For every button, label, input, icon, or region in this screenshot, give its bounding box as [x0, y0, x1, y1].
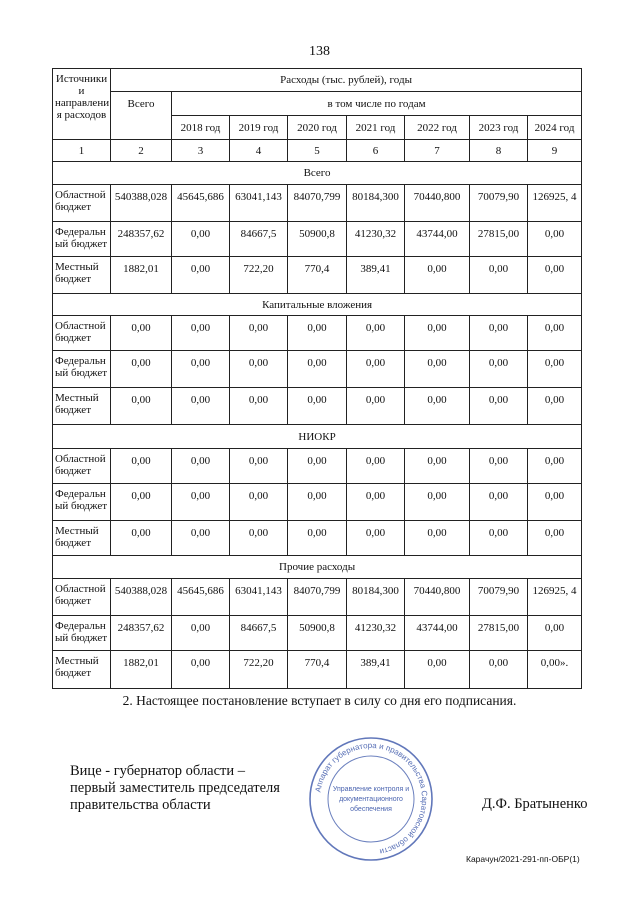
table-cell: 722,20 [230, 651, 288, 689]
table-cell: 0,00 [111, 521, 172, 556]
row-label: Областной бюджет [53, 316, 111, 351]
table-cell: 0,00 [470, 316, 528, 351]
table-cell: 43744,00 [405, 616, 470, 651]
table-cell: 0,00 [288, 388, 347, 425]
table-cell: 0,00 [528, 449, 582, 484]
section-row [53, 556, 582, 579]
table-cell: 0,00 [111, 388, 172, 425]
table-row [53, 449, 582, 484]
table-cell: 0,00 [288, 484, 347, 521]
seal-inner-line: документационного [339, 796, 403, 803]
table-cell: 0,00 [288, 351, 347, 388]
table-row [53, 222, 582, 257]
table-cell: 0,00 [111, 449, 172, 484]
table-cell: 0,00 [528, 222, 582, 257]
table-cell: 248357,62 [111, 616, 172, 651]
table-cell: 0,00 [347, 521, 405, 556]
table-cell: 389,41 [347, 651, 405, 689]
table-cell: 41230,32 [347, 616, 405, 651]
table-cell: 80184,300 [347, 185, 405, 222]
seal-inner-line: обеспечения [350, 806, 392, 813]
table-cell: 0,00 [288, 449, 347, 484]
table-cell: 45645,686 [172, 579, 230, 616]
table-cell: 0,00 [528, 388, 582, 425]
table-cell: 0,00 [528, 484, 582, 521]
table-cell: 0,00 [347, 449, 405, 484]
row-label: Местный бюджет [53, 521, 111, 556]
table-cell: 0,00 [470, 521, 528, 556]
column-number: 2 [111, 140, 172, 162]
table-cell: 389,41 [347, 257, 405, 294]
table-cell: 0,00 [405, 449, 470, 484]
table-cell: 722,20 [230, 257, 288, 294]
table-cell: 0,00 [405, 316, 470, 351]
table-cell: 70440,800 [405, 185, 470, 222]
row-label: Областной бюджет [53, 579, 111, 616]
year-header: 2018 год [172, 116, 230, 140]
row-label: Областной бюджет [53, 185, 111, 222]
table-cell: 0,00 [347, 316, 405, 351]
table-cell: 0,00 [111, 351, 172, 388]
row-label: Областной бюджет [53, 449, 111, 484]
table-cell: 0,00 [528, 316, 582, 351]
year-header: 2021 год [347, 116, 405, 140]
table-cell: 0,00 [172, 316, 230, 351]
table-cell: 80184,300 [347, 579, 405, 616]
table-cell: 0,00 [405, 388, 470, 425]
table-cell: 770,4 [288, 257, 347, 294]
signatory-name: Д.Ф. Братыненко [482, 796, 588, 812]
header-sources: Источники и направлени я расходов [53, 69, 111, 140]
signatory-title [70, 763, 280, 814]
row-label: Федеральн ый бюджет [53, 484, 111, 521]
table-cell: 70440,800 [405, 579, 470, 616]
table-cell: 84070,799 [288, 579, 347, 616]
table-cell: 70079,90 [470, 185, 528, 222]
table-cell: 45645,686 [172, 185, 230, 222]
final-note: 2. Настоящее постановление вступает в силу со дня его подписания. [122, 693, 517, 708]
table-cell: 1882,01 [111, 257, 172, 294]
table-cell: 41230,32 [347, 222, 405, 257]
table-cell: 0,00 [230, 521, 288, 556]
year-header: 2022 год [405, 116, 470, 140]
table-cell: 248357,62 [111, 222, 172, 257]
table-cell: 70079,90 [470, 579, 528, 616]
table-cell: 0,00 [405, 257, 470, 294]
official-seal [308, 736, 434, 862]
table-row [53, 388, 582, 425]
table-cell: 0,00 [405, 521, 470, 556]
row-label: Федеральн ый бюджет [53, 616, 111, 651]
table-cell: 0,00 [230, 484, 288, 521]
year-header: 2019 год [230, 116, 288, 140]
table-cell: 126925, 4 [528, 579, 582, 616]
column-number: 1 [53, 140, 111, 162]
table-cell: 50900,8 [288, 222, 347, 257]
section-title: Всего [53, 162, 582, 185]
table-cell: 0,00 [405, 351, 470, 388]
table-cell: 43744,00 [405, 222, 470, 257]
table-cell: 0,00 [528, 616, 582, 651]
signatory-title-line: Вице - губернатор области – [70, 763, 246, 779]
table-row [53, 185, 582, 222]
table-row [53, 616, 582, 651]
table-cell: 84667,5 [230, 222, 288, 257]
row-label: Федеральн ый бюджет [53, 351, 111, 388]
table-cell: 0,00 [405, 651, 470, 689]
column-number: 4 [230, 140, 288, 162]
column-number: 3 [172, 140, 230, 162]
table-cell: 0,00 [172, 351, 230, 388]
table-cell: 0,00 [172, 388, 230, 425]
table-cell: 0,00 [470, 484, 528, 521]
table-row [53, 257, 582, 294]
section-title: Прочие расходы [53, 556, 582, 579]
table-cell: 1882,01 [111, 651, 172, 689]
year-header: 2024 год [528, 116, 582, 140]
table-cell: 0,00 [528, 351, 582, 388]
table-cell: 0,00 [111, 484, 172, 521]
section-title: НИОКР [53, 425, 582, 449]
table-cell: 0,00 [470, 351, 528, 388]
table-cell: 0,00 [172, 521, 230, 556]
table-cell: 0,00». [528, 651, 582, 689]
table-cell: 0,00 [230, 351, 288, 388]
table-cell: 0,00 [528, 257, 582, 294]
column-number: 8 [470, 140, 528, 162]
table-cell: 50900,8 [288, 616, 347, 651]
column-number: 7 [405, 140, 470, 162]
table-cell: 0,00 [172, 484, 230, 521]
table-cell: 0,00 [172, 651, 230, 689]
section-title: Капитальные вложения [53, 294, 582, 316]
header-expenses: Расходы (тыс. рублей), годы [111, 69, 582, 92]
row-label: Местный бюджет [53, 651, 111, 689]
table-cell: 0,00 [172, 257, 230, 294]
table-cell: 0,00 [405, 484, 470, 521]
table-cell: 0,00 [347, 484, 405, 521]
table-row [53, 484, 582, 521]
section-row [53, 294, 582, 316]
table-cell: 0,00 [288, 316, 347, 351]
table-cell: 63041,143 [230, 579, 288, 616]
table-row [53, 351, 582, 388]
column-number: 9 [528, 140, 582, 162]
table-cell: 0,00 [111, 316, 172, 351]
section-row [53, 425, 582, 449]
column-number: 5 [288, 140, 347, 162]
table-cell: 0,00 [172, 449, 230, 484]
section-row [53, 162, 582, 185]
table-cell: 0,00 [230, 388, 288, 425]
table-cell: 0,00 [172, 616, 230, 651]
table-row [53, 521, 582, 556]
table-cell: 540388,028 [111, 185, 172, 222]
table-cell: 0,00 [470, 257, 528, 294]
table-cell: 0,00 [230, 316, 288, 351]
row-label: Местный бюджет [53, 388, 111, 425]
table-cell: 84070,799 [288, 185, 347, 222]
signatory-title-line: правительства области [70, 797, 211, 813]
table-row [53, 651, 582, 689]
table-cell: 770,4 [288, 651, 347, 689]
table-cell: 0,00 [288, 521, 347, 556]
table-row [53, 316, 582, 351]
table-cell: 27815,00 [470, 222, 528, 257]
year-header: 2020 год [288, 116, 347, 140]
table-row [53, 579, 582, 616]
table-cell: 0,00 [470, 388, 528, 425]
table-cell: 0,00 [528, 521, 582, 556]
document-code: Карачун/2021-291-пп-ОБР(1) [466, 854, 580, 864]
row-label: Федеральн ый бюджет [53, 222, 111, 257]
header-by-years: в том числе по годам [172, 92, 582, 116]
signatory-title-line: первый заместитель председателя [70, 780, 280, 796]
table-cell: 27815,00 [470, 616, 528, 651]
table-cell: 0,00 [347, 351, 405, 388]
table-cell: 63041,143 [230, 185, 288, 222]
budget-table [52, 68, 582, 689]
table-cell: 0,00 [172, 222, 230, 257]
table-cell: 84667,5 [230, 616, 288, 651]
table-cell: 540388,028 [111, 579, 172, 616]
table-cell: 0,00 [470, 651, 528, 689]
table-cell: 0,00 [230, 449, 288, 484]
header-total: Всего [111, 92, 172, 140]
column-number: 6 [347, 140, 405, 162]
year-header: 2023 год [470, 116, 528, 140]
page-number: 138 [309, 44, 330, 59]
seal-outer-text: Аппарат губернатора и правительства Саратовской области [313, 740, 430, 857]
table-cell: 0,00 [470, 449, 528, 484]
table-cell: 126925, 4 [528, 185, 582, 222]
seal-inner-line: Управление контроля и [332, 786, 410, 793]
row-label: Местный бюджет [53, 257, 111, 294]
table-cell: 0,00 [347, 388, 405, 425]
